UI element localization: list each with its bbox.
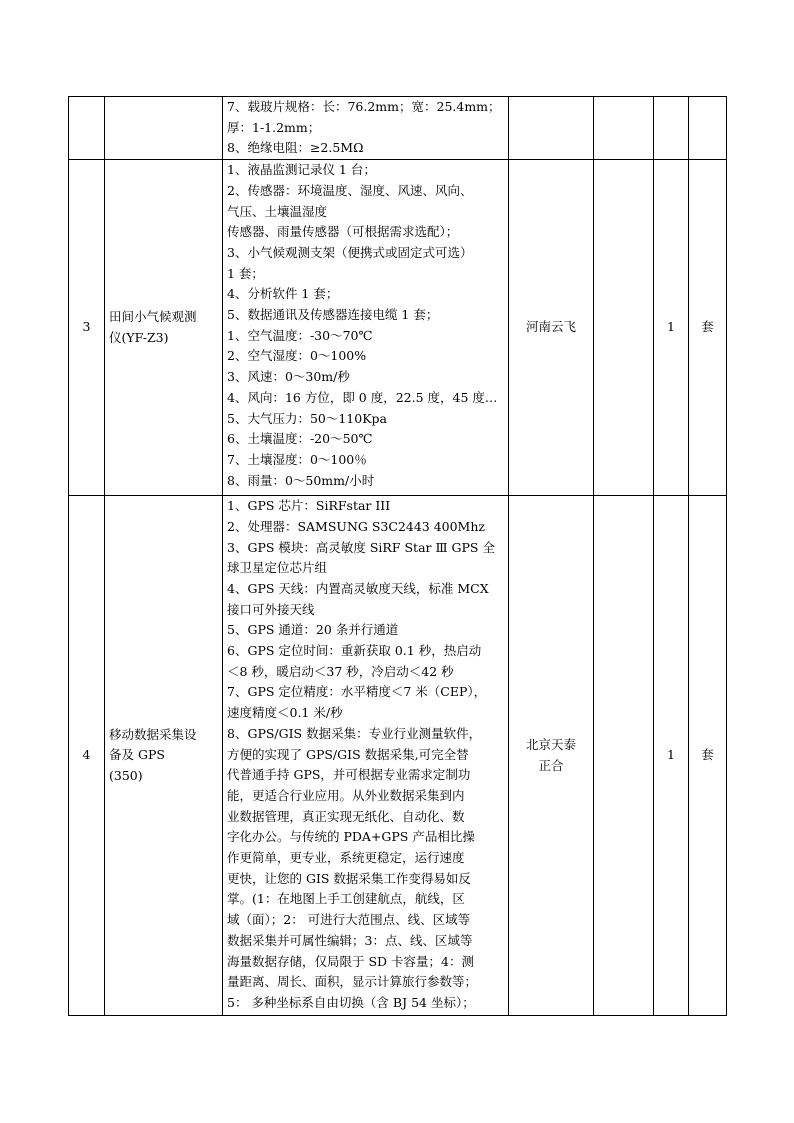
spec-line: 5、数据通讯及传感器连接电缆 1 套； xyxy=(227,307,439,323)
spec-line: 3、GPS 模块：高灵敏度 SiRF Star Ⅲ GPS 全 xyxy=(227,539,495,555)
spec-line: 球卫星定位芯片组 xyxy=(227,560,328,576)
spec-line: ＜8 秒，暖启动＜37 秒，冷启动＜42 秒 xyxy=(227,663,454,679)
item-name-cell xyxy=(105,97,223,160)
spec-line: 8、雨量：0～50mm/小时 xyxy=(227,472,375,488)
quantity-cell xyxy=(654,97,689,160)
spec-line: 字化办公。与传统的 PDA+GPS 产品相比操 xyxy=(227,829,475,845)
table-row xyxy=(69,160,727,496)
spec-line: 气压、土壤温湿度 xyxy=(227,203,328,219)
unit-cell xyxy=(689,160,727,496)
spec-line: 1、空气温度：-30～70℃ xyxy=(227,327,373,343)
manufacturer-line: 正合 xyxy=(538,757,564,773)
item-name-line: (350) xyxy=(109,767,143,783)
item-name-cell xyxy=(105,160,223,496)
item-spec-cell xyxy=(223,97,509,160)
unit-cell xyxy=(689,97,727,160)
spec-line: 厚：1-1.2mm； xyxy=(227,119,321,135)
unit-cell xyxy=(689,496,727,1016)
spec-line: 域（面）；2： 可进行大范围点、线、区域等 xyxy=(227,912,471,928)
item-name-line: 移动数据采集设 xyxy=(109,726,197,742)
spec-line: 5、大气压力：50～110Kpa xyxy=(227,410,388,426)
spec-line: 更快，让您的 GIS 数据采集工作变得易如反 xyxy=(227,870,471,886)
empty-cell xyxy=(594,496,654,1016)
spec-line: 5、GPS 通道：20 条并行通道 xyxy=(227,622,399,638)
quantity: 1 xyxy=(667,319,675,335)
spec-line: 8、绝缘电阻：≥2.5MΩ xyxy=(227,140,364,156)
spec-line: 海量数据存储，仅局限于 SD 卡容量；4：测 xyxy=(227,953,474,969)
item-number-cell xyxy=(69,496,105,1016)
spec-line: 传感器、雨量传感器（可根据需求选配）； xyxy=(227,224,459,240)
empty-cell xyxy=(594,97,654,160)
manufacturer-cell xyxy=(509,97,594,160)
item-name-line: 田间小气候观测 xyxy=(109,308,197,324)
table-row xyxy=(69,496,727,1016)
spec-line: 4、风向：16 方位，即 0 度，22.5 度，45 度… xyxy=(227,389,498,405)
empty-cell xyxy=(594,160,654,496)
spec-line: 4、分析软件 1 套； xyxy=(227,286,339,302)
item-number: 3 xyxy=(82,319,91,335)
item-number-cell xyxy=(69,160,105,496)
spec-line: 1、GPS 芯片：SiRFstar III xyxy=(227,498,391,514)
spec-line: 5： 多种坐标系自由切换（含 BJ 54 坐标）； xyxy=(227,994,475,1010)
manufacturer-cell xyxy=(509,496,594,1016)
item-spec-cell xyxy=(223,496,509,1016)
unit: 套 xyxy=(701,319,714,335)
manufacturer-line: 河南云飞 xyxy=(525,319,576,335)
manufacturer-line: 北京天泰 xyxy=(525,736,576,752)
spec-line: 3、风速：0～30m/秒 xyxy=(227,369,350,385)
spec-line: 1 套； xyxy=(227,265,264,281)
spec-line: 6、GPS 定位时间：重新获取 0.1 秒，热启动 xyxy=(227,643,482,659)
spec-line: 2、传感器：环境温度、湿度、风速、风向、 xyxy=(227,182,473,198)
spec-line: 2、空气湿度：0～100% xyxy=(227,348,367,364)
spec-line: 7、GPS 定位精度：水平精度＜7 米（CEP）， xyxy=(227,684,487,700)
spec-line: 速度精度＜0.1 米/秒 xyxy=(227,705,343,721)
item-number-cell xyxy=(69,97,105,160)
item-name-line: 仪(YF-Z3) xyxy=(109,329,169,345)
spec-line: 业数据管理，真正实现无纸化、自动化、数 xyxy=(227,808,465,824)
spec-line: 方便的实现了 GPS/GIS 数据采集,可完全替 xyxy=(227,746,469,762)
spec-line: 数据采集并可属性编辑；3：点、线、区域等 xyxy=(227,932,473,948)
spec-line: 作更简单，更专业，系统更稳定，运行速度 xyxy=(227,850,465,866)
unit: 套 xyxy=(701,747,714,763)
manufacturer-cell xyxy=(509,160,594,496)
spec-line: 6、土壤温度：-20～50℃ xyxy=(227,431,373,447)
table-row xyxy=(69,97,727,160)
spec-line: 掌。(1：在地图上手工创建航点，航线，区 xyxy=(227,891,465,907)
spec-line: 7、土壤湿度：0～100％ xyxy=(227,451,367,467)
spec-line: 能，更适合行业应用。从外业数据采集到内 xyxy=(227,787,465,803)
spec-line: 2、处理器：SAMSUNG S3C2443 400Mhz xyxy=(227,518,485,534)
spec-line: 1、液晶监测记录仪 1 台； xyxy=(227,162,376,178)
quantity-cell xyxy=(654,160,689,496)
item-number: 4 xyxy=(82,747,91,763)
spec-line: 代普通手持 GPS，并可根据专业需求定制功 xyxy=(227,767,471,783)
item-spec-cell xyxy=(223,160,509,496)
quantity: 1 xyxy=(667,747,675,763)
spec-line: 8、GPS/GIS 数据采集：专业行业测量软件， xyxy=(227,725,482,741)
item-name-cell xyxy=(105,496,223,1016)
spec-line: 接口可外接天线 xyxy=(227,601,315,617)
spec-line: 3、小气候观测支架（便携式或固定式可选） xyxy=(227,244,473,260)
quantity-cell xyxy=(654,496,689,1016)
equipment-spec-table xyxy=(68,96,727,1016)
spec-line: 7、载玻片规格：长：76.2mm；宽：25.4mm； xyxy=(227,99,501,114)
spec-line: 4、GPS 天线：内置高灵敏度天线，标准 MCX xyxy=(227,580,489,596)
spec-line: 量距离、周长、面积，显示计算旅行参数等； xyxy=(227,974,478,990)
item-name-line: 备及 GPS xyxy=(109,747,165,763)
